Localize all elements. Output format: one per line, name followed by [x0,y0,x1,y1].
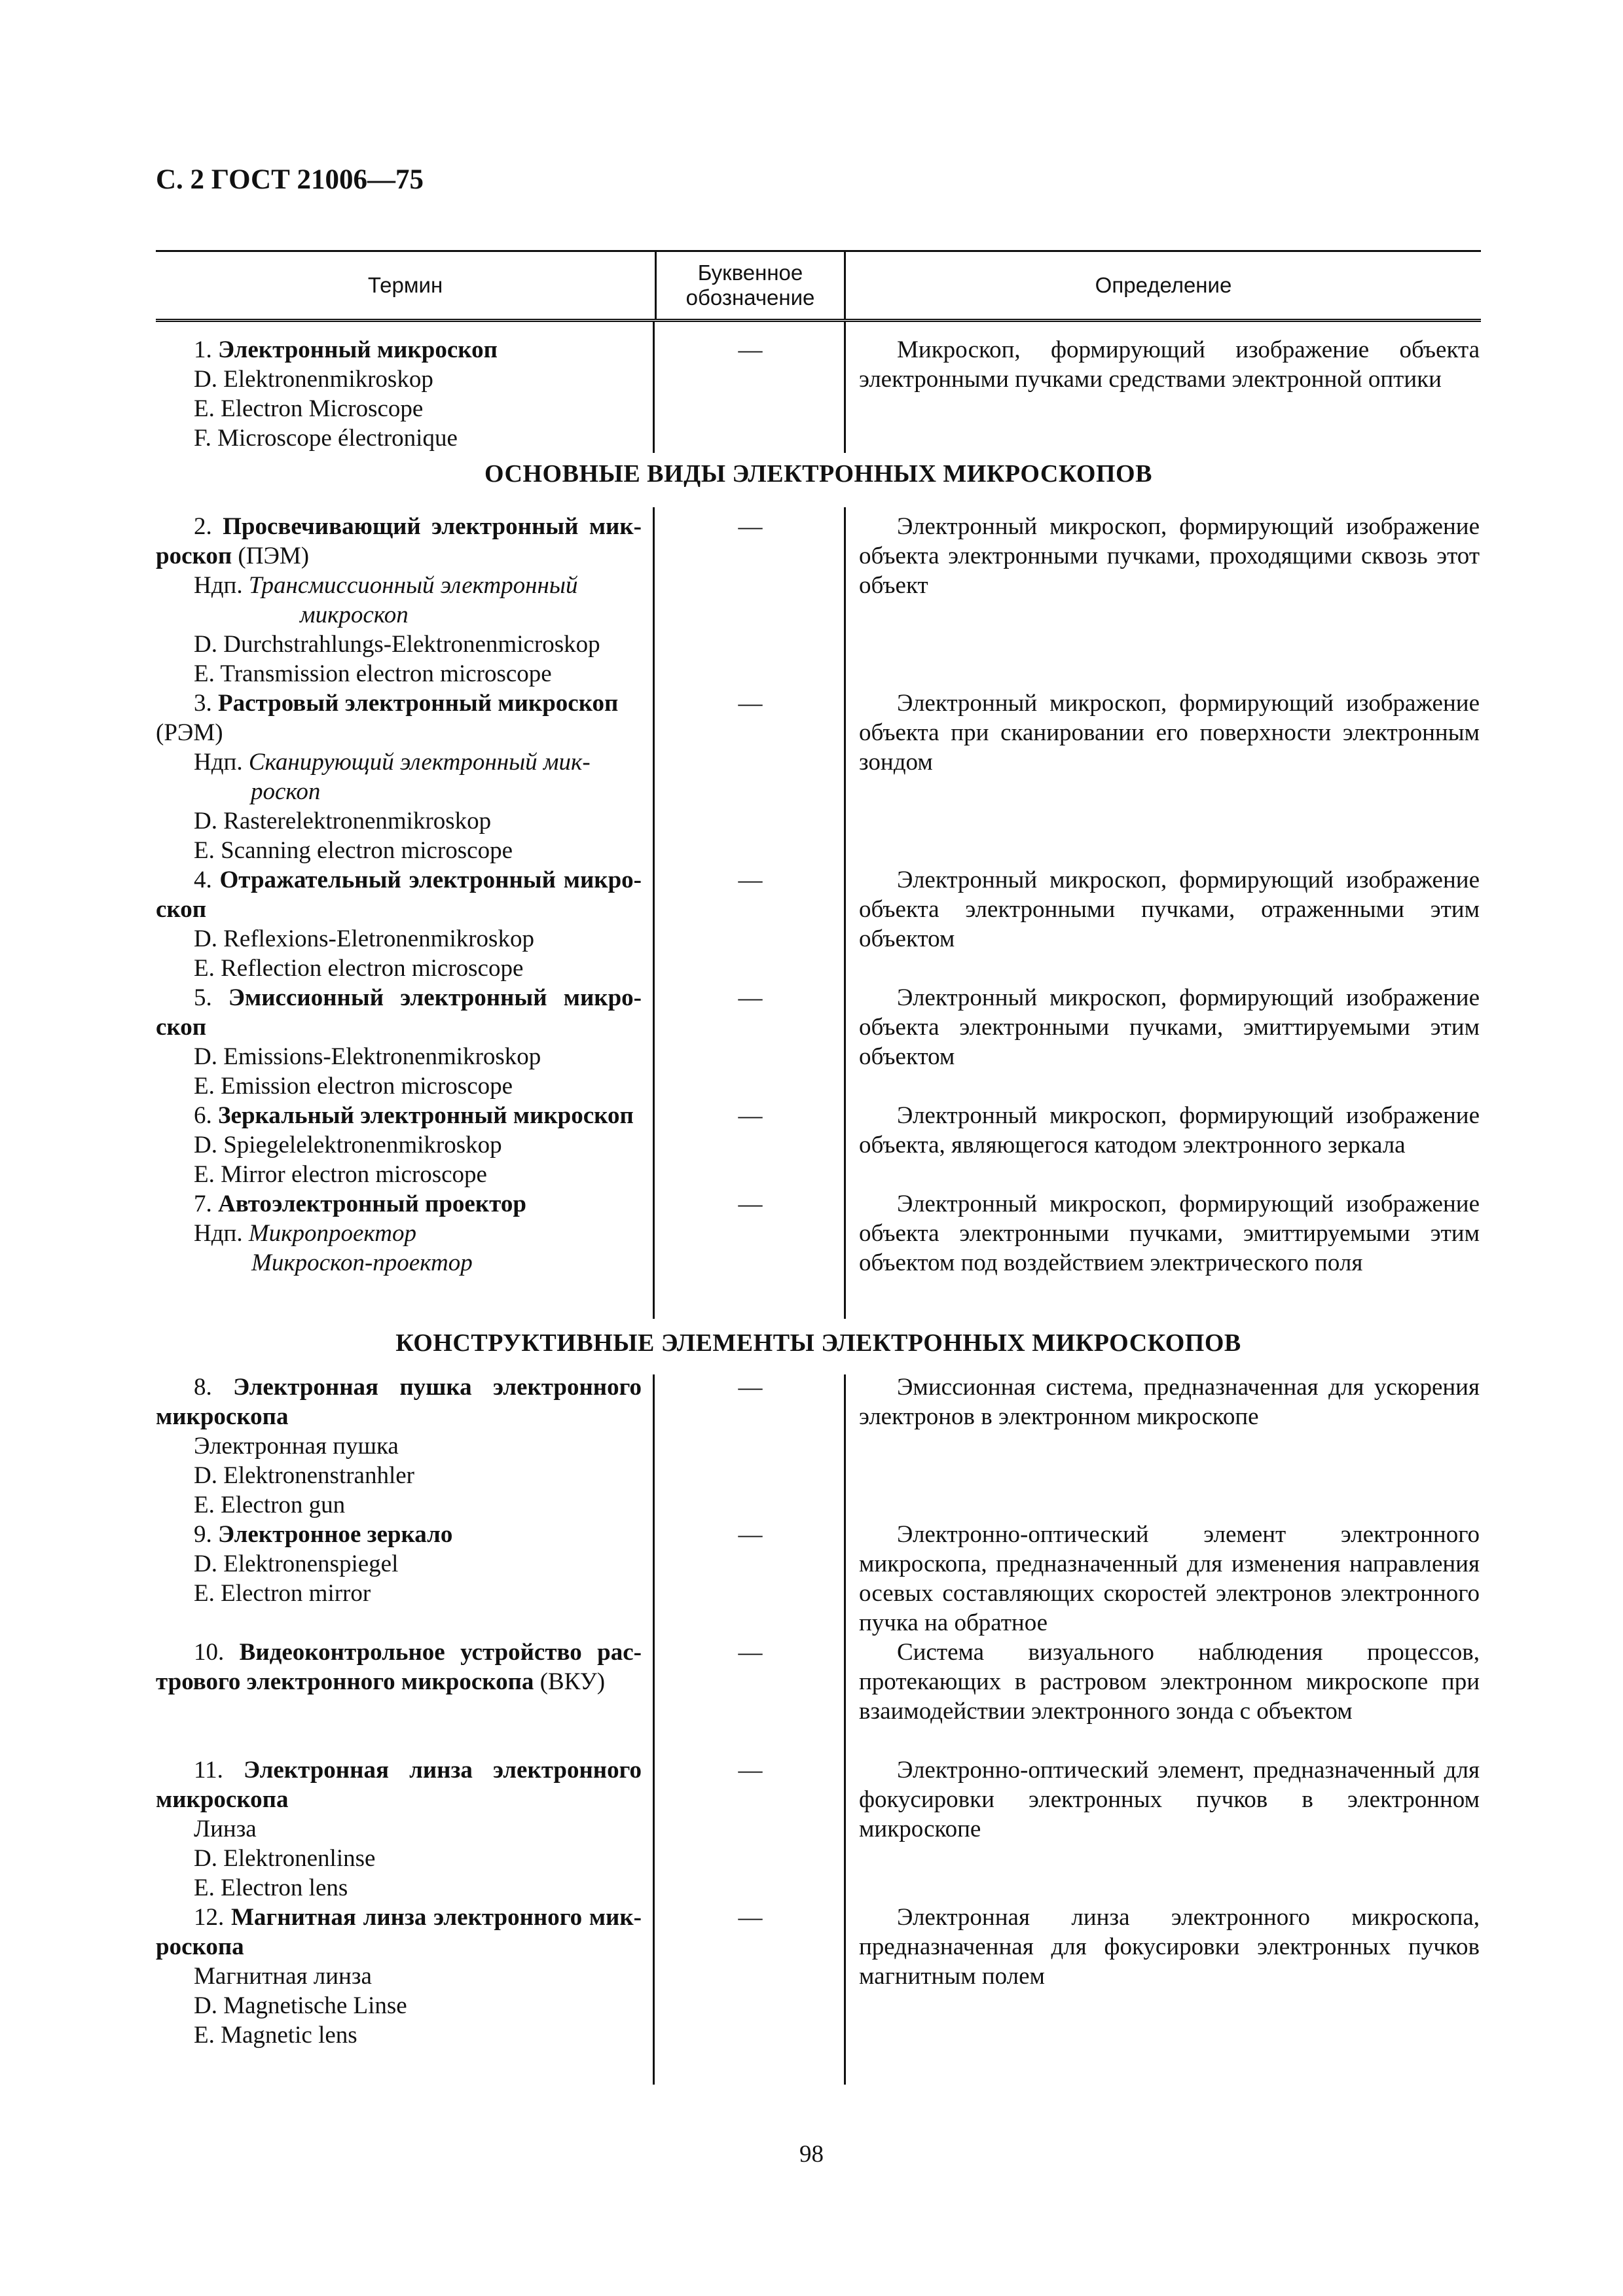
term-2: 2. Просвечивающий электронный мик- роскоп (ПЭМ) Ндп. Трансмиссионный электронный микроскоп D. Durchstrahlungs-Elektronenmicroskop E. Transmission electron microscope [156,513,642,687]
term-6: 6. Зеркальный электронный микроскоп D. Spiegelelektronenmikroskop E. Mirror electron microscope [194,1102,634,1188]
abbr-8: — [738,1374,763,1401]
definition-7: Электронный микроскоп, формирующий изображение объекта электронными пучками, эмиттируемыми этим объектом под воздействием электрического поля [859,1191,1480,1276]
definition-9: Электронно-оптический элемент электронного микроскопа, предназначенный для изменения направления осевых составляющих скоростей электронов электронного пучка на обратное [859,1521,1480,1636]
term-10: 10. Видеоконтрольное устройство рас- трового электронного микроскопа (ВКУ) [156,1639,642,1695]
term-4: 4. Отражательный электронный микро- скоп D. Reflexions-Eletronenmikroskop E. Reflection electron microscope [156,867,642,982]
term-7: 7. Автоэлектронный проектор Ндп. Микропроектор Микроскоп-проектор [194,1191,526,1276]
abbr-1: — [738,336,763,363]
definition-6: Электронный микроскоп, формирующий изображение объекта, являющегося катодом электронного зеркала [859,1102,1480,1158]
abbr-4: — [738,867,763,893]
definition-8: Эмиссионная система, предназначенная для ускорения электронов в электронном микроскопе [859,1374,1480,1430]
abbr-2: — [738,513,763,540]
definition-12: Электронная линза электронного микроскопа, предназначенная для фокусировки электронных пучков магнитным полем [859,1904,1480,1990]
abbr-9: — [738,1521,763,1548]
abbr-12: — [738,1904,763,1931]
abbr-10: — [738,1639,763,1666]
column-abbr-label: Буквенное обозначение [685,260,815,310]
column-rule [844,1374,846,2085]
definition-3: Электронный микроскоп, формирующий изображение объекта при сканировании его поверхности электронным зондом [859,690,1480,776]
abbr-6: — [738,1102,763,1129]
column-definition: Определение [1095,273,1232,297]
definition-2: Электронный микроскоп, формирующий изображение объекта электронными пучками, проходящими сквозь этот объект [859,513,1480,599]
term-5: 5. Эмиссионный электронный микро- скоп D. Emissions-Elektronenmikroskop E. Emission electron microscope [156,984,642,1100]
page-header: С. 2 ГОСТ 21006—75 [156,164,424,195]
column-term: Термин [367,273,443,297]
term-3: 3. Растровый электронный микроскоп (РЭМ) Ндп. Сканирующий электронный мик- роскоп D. Rasterelektronenmikroskop E. Scanning electron microscope [156,690,619,864]
abbr-7: — [738,1191,763,1217]
column-abbr [655,252,846,319]
term-8: 8. Электронная пушка электронного микроскопа Электронная пушка D. Elektronenstranhler E. Electron gun [156,1374,642,1518]
definition-5: Электронный микроскоп, формирующий изображение объекта электронными пучками, эмиттируемыми этим объектом [859,984,1480,1070]
term-11: 11. Электронная линза электронного микроскопа Линза D. Elektronenlinse E. Electron lens [156,1757,642,1901]
section-heading: ОСНОВНЫЕ ВИДЫ ЭЛЕКТРОННЫХ МИКРОСКОПОВ [484,460,1152,488]
abbr-5: — [738,984,763,1011]
definition-1: Микроскоп, формирующий изображение объекта электронными пучками средствами электронной оптики [859,336,1480,393]
term-12: 12. Магнитная линза электронного мик- роскопа Магнитная линза D. Magnetische Linse E. Magnetic lens [156,1904,642,2049]
page-number: 98 [799,2141,824,2168]
section-heading: КОНСТРУКТИВНЫЕ ЭЛЕМЕНТЫ ЭЛЕКТРОННЫХ МИКРОСКОПОВ [395,1329,1241,1357]
table-header [156,250,1481,322]
abbr-11: — [738,1757,763,1784]
term-1: 1. Электронный микроскоп D. Elektronenmikroskop E. Electron Microscope F. Microscope électronique [194,336,498,452]
definition-11: Электронно-оптический элемент, предназначенный для фокусировки электронных пучков в электронном микроскопе [859,1757,1480,1842]
term-9: 9. Электронное зеркало D. Elektronenspiegel E. Electron mirror [194,1521,453,1607]
column-rule [653,1374,655,2085]
abbr-3: — [738,690,763,717]
definition-10: Система визуального наблюдения процессов, протекающих в растровом электронном микроскопе при взаимодействии электронного зонда с объектом [859,1639,1480,1725]
definition-4: Электронный микроскоп, формирующий изображение объекта электронными пучками, отраженными этим объектом [859,867,1480,952]
